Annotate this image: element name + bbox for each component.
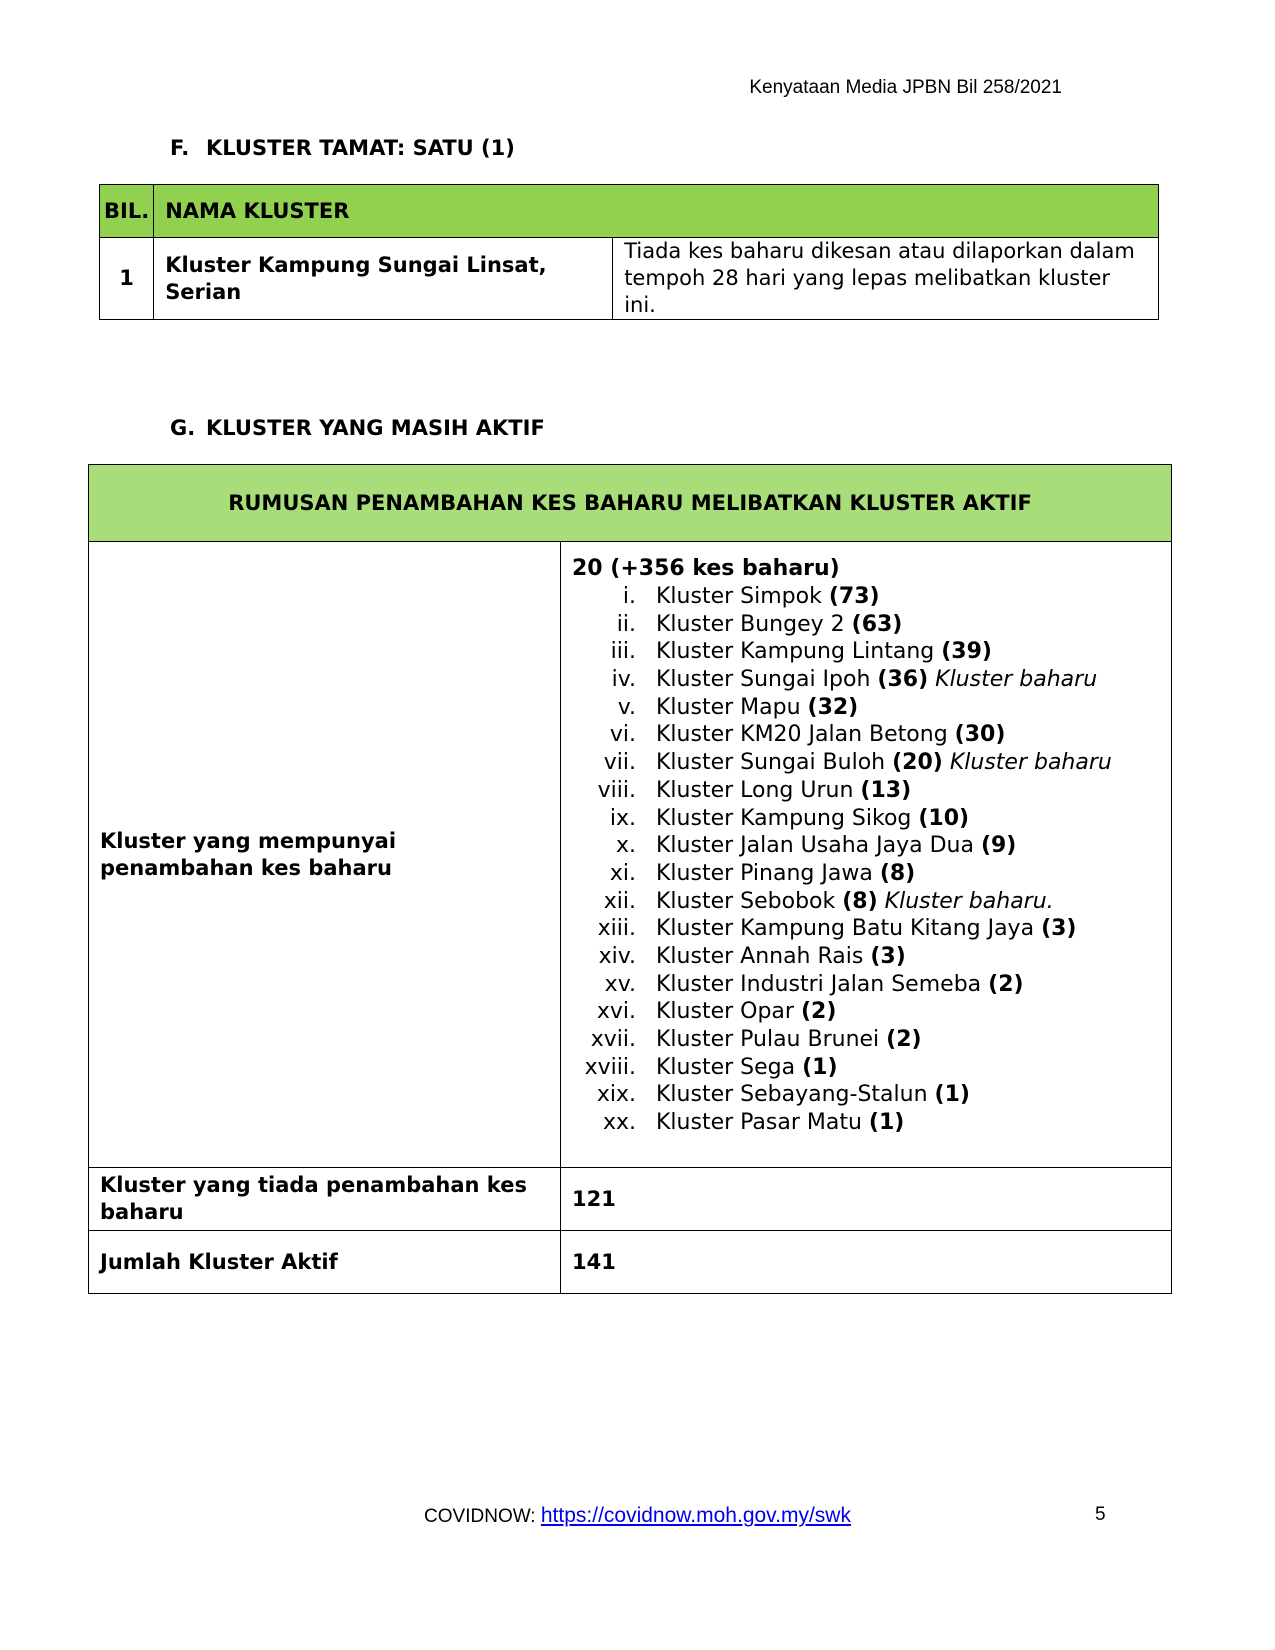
- list-item: [572, 832, 1160, 860]
- cluster-case-count: (1): [802, 1054, 838, 1080]
- document-reference: Kenyataan Media JPBN Bil 258/2021: [749, 77, 1062, 98]
- row-remark: Tiada kes baharu dikesan atau dilaporkan dalam tempoh 28 hari yang lepas melibatkan kluster ini.: [613, 238, 1159, 320]
- cluster-case-count: (8): [842, 888, 878, 914]
- total-active-value: 141: [561, 1231, 1172, 1294]
- list-item: [572, 1109, 1160, 1137]
- cluster-case-count: (36): [877, 667, 929, 693]
- cluster-case-count: (3): [870, 943, 906, 969]
- cluster-entry: [656, 583, 880, 611]
- cluster-case-count: (10): [918, 805, 970, 831]
- no-new-cases-label: Kluster yang tiada penambahan kes baharu: [89, 1168, 561, 1231]
- list-item: [572, 1081, 1160, 1109]
- cluster-case-count: (9): [980, 833, 1017, 859]
- page-number: 5: [1095, 1504, 1106, 1525]
- new-cluster-note: Kluster baharu: [949, 750, 1112, 776]
- cluster-number: v.: [617, 694, 636, 720]
- list-item: [572, 777, 1160, 805]
- cluster-case-count: (20): [892, 750, 943, 776]
- total-active-label: Jumlah Kluster Aktif: [89, 1231, 561, 1294]
- table-row: [100, 238, 1159, 320]
- cluster-entry: [656, 971, 1024, 999]
- cluster-case-count: (30): [954, 722, 1006, 748]
- cluster-case-count: (73): [828, 584, 880, 609]
- cluster-number: x.: [615, 833, 636, 859]
- new-cases-label: Kluster yang mempunyai penambahan kes baharu: [89, 542, 561, 1168]
- cluster-number: i.: [622, 584, 636, 609]
- cluster-number: xv.: [604, 971, 636, 997]
- cluster-case-count: (63): [851, 611, 903, 637]
- section-g-title: [170, 416, 545, 440]
- covidnow-link[interactable]: https://covidnow.moh.gov.my/swk: [540, 1504, 851, 1527]
- row-cluster-name: Kluster Kampung Sungai Linsat, Serian: [154, 238, 613, 320]
- table-row: [89, 1231, 1172, 1294]
- section-g-letter: G.: [170, 416, 196, 440]
- table-row: [89, 542, 1172, 1168]
- cluster-entry: [656, 721, 1005, 749]
- cluster-number: iv.: [611, 667, 636, 693]
- cluster-entry: [656, 611, 902, 639]
- new-cases-value-cell: [561, 542, 1172, 1168]
- cluster-entry: [656, 1109, 904, 1137]
- list-item: [572, 860, 1160, 888]
- cluster-number: xx.: [602, 1110, 636, 1136]
- table-header-row: [100, 185, 1159, 238]
- cluster-name: Kluster Jalan Usaha Jaya Dua: [656, 833, 974, 859]
- cluster-name: Kluster Annah Rais: [656, 943, 864, 969]
- cluster-entry: [656, 915, 1076, 943]
- list-item: [572, 749, 1160, 777]
- cluster-entry: [656, 749, 1112, 777]
- cluster-name: Kluster Pasar Matu: [656, 1110, 862, 1136]
- cluster-number: vi.: [609, 722, 636, 748]
- cluster-case-count: (1): [868, 1110, 905, 1136]
- cluster-name: Kluster Pinang Jawa: [656, 860, 873, 886]
- list-item: [572, 805, 1160, 833]
- new-cluster-note: Kluster baharu.: [884, 888, 1054, 914]
- cluster-name: Kluster Kampung Lintang: [656, 639, 935, 665]
- cluster-entry: [656, 1081, 970, 1109]
- cluster-entry: [656, 694, 858, 722]
- footer-label: COVIDNOW:: [424, 1506, 541, 1527]
- section-f-heading: KLUSTER TAMAT: SATU (1): [206, 136, 515, 160]
- list-item: [572, 611, 1160, 639]
- cluster-name: Kluster Pulau Brunei: [656, 1027, 880, 1052]
- list-item: [572, 638, 1160, 666]
- table-row: [89, 1168, 1172, 1231]
- summary-header-row: [89, 465, 1172, 542]
- cluster-entry: [656, 1054, 838, 1082]
- cluster-number: xiv.: [598, 943, 636, 969]
- cluster-number: ix.: [609, 805, 636, 831]
- cluster-case-count: (13): [860, 777, 912, 803]
- cluster-case-count: (2): [886, 1027, 922, 1052]
- cluster-entry: [656, 943, 906, 971]
- cluster-name: Kluster Sungai Ipoh: [656, 667, 871, 693]
- cluster-name: Kluster Sebayang-Stalun: [656, 1082, 928, 1108]
- cluster-entry: [656, 777, 911, 805]
- footer: [0, 1504, 1275, 1528]
- list-item: [572, 694, 1160, 722]
- section-f-letter: F.: [170, 136, 190, 160]
- cluster-entry: [656, 832, 1016, 860]
- cluster-case-count: (2): [800, 999, 837, 1025]
- cluster-name: Kluster Sega: [656, 1054, 796, 1080]
- cluster-number: xviii.: [584, 1054, 636, 1080]
- cluster-name: Kluster Sungai Buloh: [656, 750, 886, 776]
- cluster-entry: [656, 638, 992, 666]
- cluster-name: Kluster Simpok: [656, 584, 822, 609]
- cluster-number: xix.: [596, 1082, 636, 1108]
- cluster-number: viii.: [597, 777, 636, 803]
- section-f-title: [170, 136, 515, 160]
- cluster-list: [572, 583, 1160, 1137]
- cluster-case-count: (8): [879, 860, 916, 886]
- new-cluster-note: Kluster baharu: [935, 667, 1098, 693]
- cluster-case-count: (32): [807, 694, 859, 720]
- cluster-name: Kluster Mapu: [656, 694, 801, 720]
- cluster-number: xvii.: [590, 1027, 636, 1052]
- cluster-case-count: (3): [1041, 916, 1077, 942]
- cluster-case-count: (39): [941, 639, 992, 665]
- cluster-entry: [656, 860, 915, 888]
- cluster-number: ii.: [616, 611, 636, 637]
- active-cluster-summary-table: [88, 464, 1172, 1294]
- cluster-name: Kluster KM20 Jalan Betong: [656, 722, 948, 748]
- cluster-entry: [656, 888, 1054, 916]
- cluster-name: Kluster Kampung Batu Kitang Jaya: [656, 916, 1035, 942]
- new-cases-summary: 20 (+356 kes baharu): [572, 556, 840, 581]
- cluster-name: Kluster Bungey 2: [656, 611, 845, 637]
- list-item: [572, 721, 1160, 749]
- cluster-entry: [656, 805, 969, 833]
- column-header-name: NAMA KLUSTER: [154, 185, 1159, 238]
- list-item: [572, 666, 1160, 694]
- cluster-case-count: (1): [934, 1082, 970, 1108]
- row-bil: 1: [100, 238, 154, 320]
- cluster-entry: [656, 998, 836, 1026]
- column-header-bil: BIL.: [100, 185, 154, 238]
- list-item: [572, 943, 1160, 971]
- cluster-case-count: (2): [988, 971, 1024, 997]
- cluster-number: xvi.: [596, 999, 636, 1025]
- cluster-entry: [656, 666, 1097, 694]
- list-item: [572, 998, 1160, 1026]
- cluster-name: Kluster Sebobok: [656, 888, 836, 914]
- cluster-number: iii.: [610, 639, 636, 665]
- no-new-cases-value: 121: [561, 1168, 1172, 1231]
- cluster-number: xiii.: [597, 916, 636, 942]
- list-item: [572, 915, 1160, 943]
- summary-table-header: RUMUSAN PENAMBAHAN KES BAHARU MELIBATKAN KLUSTER AKTIF: [89, 465, 1172, 542]
- list-item: [572, 1026, 1160, 1054]
- cluster-number: xi.: [609, 860, 636, 886]
- cluster-name: Kluster Opar: [656, 999, 794, 1025]
- cluster-name: Kluster Long Urun: [656, 777, 854, 803]
- list-item: [572, 888, 1160, 916]
- list-item: [572, 583, 1160, 611]
- cluster-number: vii.: [603, 750, 636, 776]
- ended-cluster-table: [99, 184, 1159, 320]
- list-item: [572, 1054, 1160, 1082]
- list-item: [572, 971, 1160, 999]
- section-g-heading: KLUSTER YANG MASIH AKTIF: [206, 416, 545, 440]
- cluster-name: Kluster Kampung Sikog: [656, 805, 912, 831]
- cluster-entry: [656, 1026, 922, 1054]
- cluster-name: Kluster Industri Jalan Semeba: [656, 971, 982, 997]
- cluster-number: xii.: [603, 888, 636, 914]
